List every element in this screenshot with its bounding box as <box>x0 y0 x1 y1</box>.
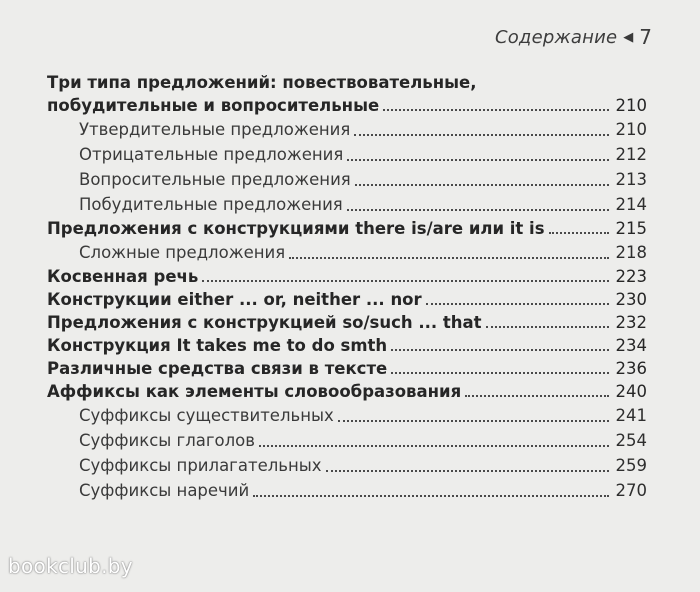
toc-entry-title: Побудительные предложения <box>79 195 343 214</box>
toc-entry-page: 236 <box>615 359 647 378</box>
page-header <box>495 25 652 49</box>
dot-leader <box>465 395 609 397</box>
toc-entry-page: 270 <box>615 481 647 500</box>
dot-leader <box>289 257 609 259</box>
toc-entry-page: 234 <box>615 336 647 355</box>
toc-entry-page: 214 <box>615 195 647 214</box>
dot-leader <box>426 303 609 305</box>
dot-leader <box>347 209 609 211</box>
dot-leader <box>259 445 609 447</box>
dot-leader <box>354 134 609 136</box>
dot-leader <box>549 232 609 234</box>
toc-entry <box>47 380 647 403</box>
toc-entry-page: 210 <box>615 96 647 115</box>
toc-entry-page: 218 <box>615 243 647 262</box>
toc-subentry <box>47 403 647 428</box>
toc-subentry <box>47 240 647 265</box>
toc-entry-title: Суффиксы прилагательных <box>79 456 322 475</box>
toc-entry <box>47 94 647 117</box>
toc-entry-title: Предложения с конструкцией so/such ... that <box>47 313 482 332</box>
toc-subentry <box>47 192 647 217</box>
dot-leader <box>202 280 609 282</box>
toc-entry-title: Предложения с конструкциями there is/are или it is <box>47 219 545 238</box>
toc-entry-title: Косвенная речь <box>47 267 199 286</box>
toc-entry-page: 254 <box>615 431 647 450</box>
toc-entry-page: 240 <box>615 382 647 401</box>
toc-entry <box>47 334 647 357</box>
toc-entry-title: побудительные и вопросительные <box>47 96 380 115</box>
toc-entry-page: 215 <box>615 219 647 238</box>
toc-subentry <box>47 117 647 142</box>
toc-subentry <box>47 428 647 453</box>
toc-entry-title: Сложные предложения <box>79 243 286 262</box>
toc-entry-page: 259 <box>615 456 647 475</box>
toc-entry-page: 212 <box>615 145 647 164</box>
toc-entry-title: Суффиксы существительных <box>79 406 334 425</box>
toc-entry-title: Конструкция It takes me to do smth <box>47 336 388 355</box>
toc-subentry <box>47 142 647 167</box>
toc-entry-title: Различные средства связи в тексте <box>47 359 388 378</box>
toc-entry-title: Отрицательные предложения <box>79 145 344 164</box>
dot-leader <box>391 349 609 351</box>
dot-leader <box>253 495 609 497</box>
dot-leader <box>347 159 609 161</box>
table-of-contents <box>47 71 647 503</box>
toc-entry <box>47 217 647 240</box>
running-title: Содержание <box>494 26 618 48</box>
toc-entry-page: 230 <box>615 290 647 309</box>
toc-entry-title: Утвердительные предложения <box>79 120 351 139</box>
watermark: bookclub.by <box>8 554 133 578</box>
toc-entry-page: 241 <box>615 406 647 425</box>
dot-leader <box>383 109 609 111</box>
toc-subentry <box>47 167 647 192</box>
toc-entry-page: 213 <box>615 170 647 189</box>
toc-entry-page: 232 <box>615 313 647 332</box>
toc-entry-page: 223 <box>615 267 647 286</box>
toc-entry <box>47 288 647 311</box>
toc-entry-page: 210 <box>615 120 647 139</box>
dot-leader <box>486 326 609 328</box>
toc-entry-title: Вопросительные предложения <box>79 170 351 189</box>
page-number: 7 <box>639 25 652 49</box>
toc-entry-title: Аффиксы как элементы словообразования <box>47 382 462 401</box>
toc-entry <box>47 265 647 288</box>
toc-entry-first-line: Три типа предложений: повествовательные, <box>47 73 477 92</box>
toc-entry <box>47 311 647 334</box>
toc-subentry <box>47 478 647 503</box>
dot-leader <box>391 372 609 374</box>
dot-leader <box>355 184 609 186</box>
toc-entry-title: Конструкции either ... or, neither ... nor <box>47 290 422 309</box>
dot-leader <box>326 470 609 472</box>
toc-subentry <box>47 453 647 478</box>
toc-entry-title: Суффиксы наречий <box>79 481 250 500</box>
triangle-left-icon: ◀ <box>623 29 634 45</box>
toc-entry <box>47 357 647 380</box>
dot-leader <box>338 420 609 422</box>
toc-entry-title: Суффиксы глаголов <box>79 431 255 450</box>
